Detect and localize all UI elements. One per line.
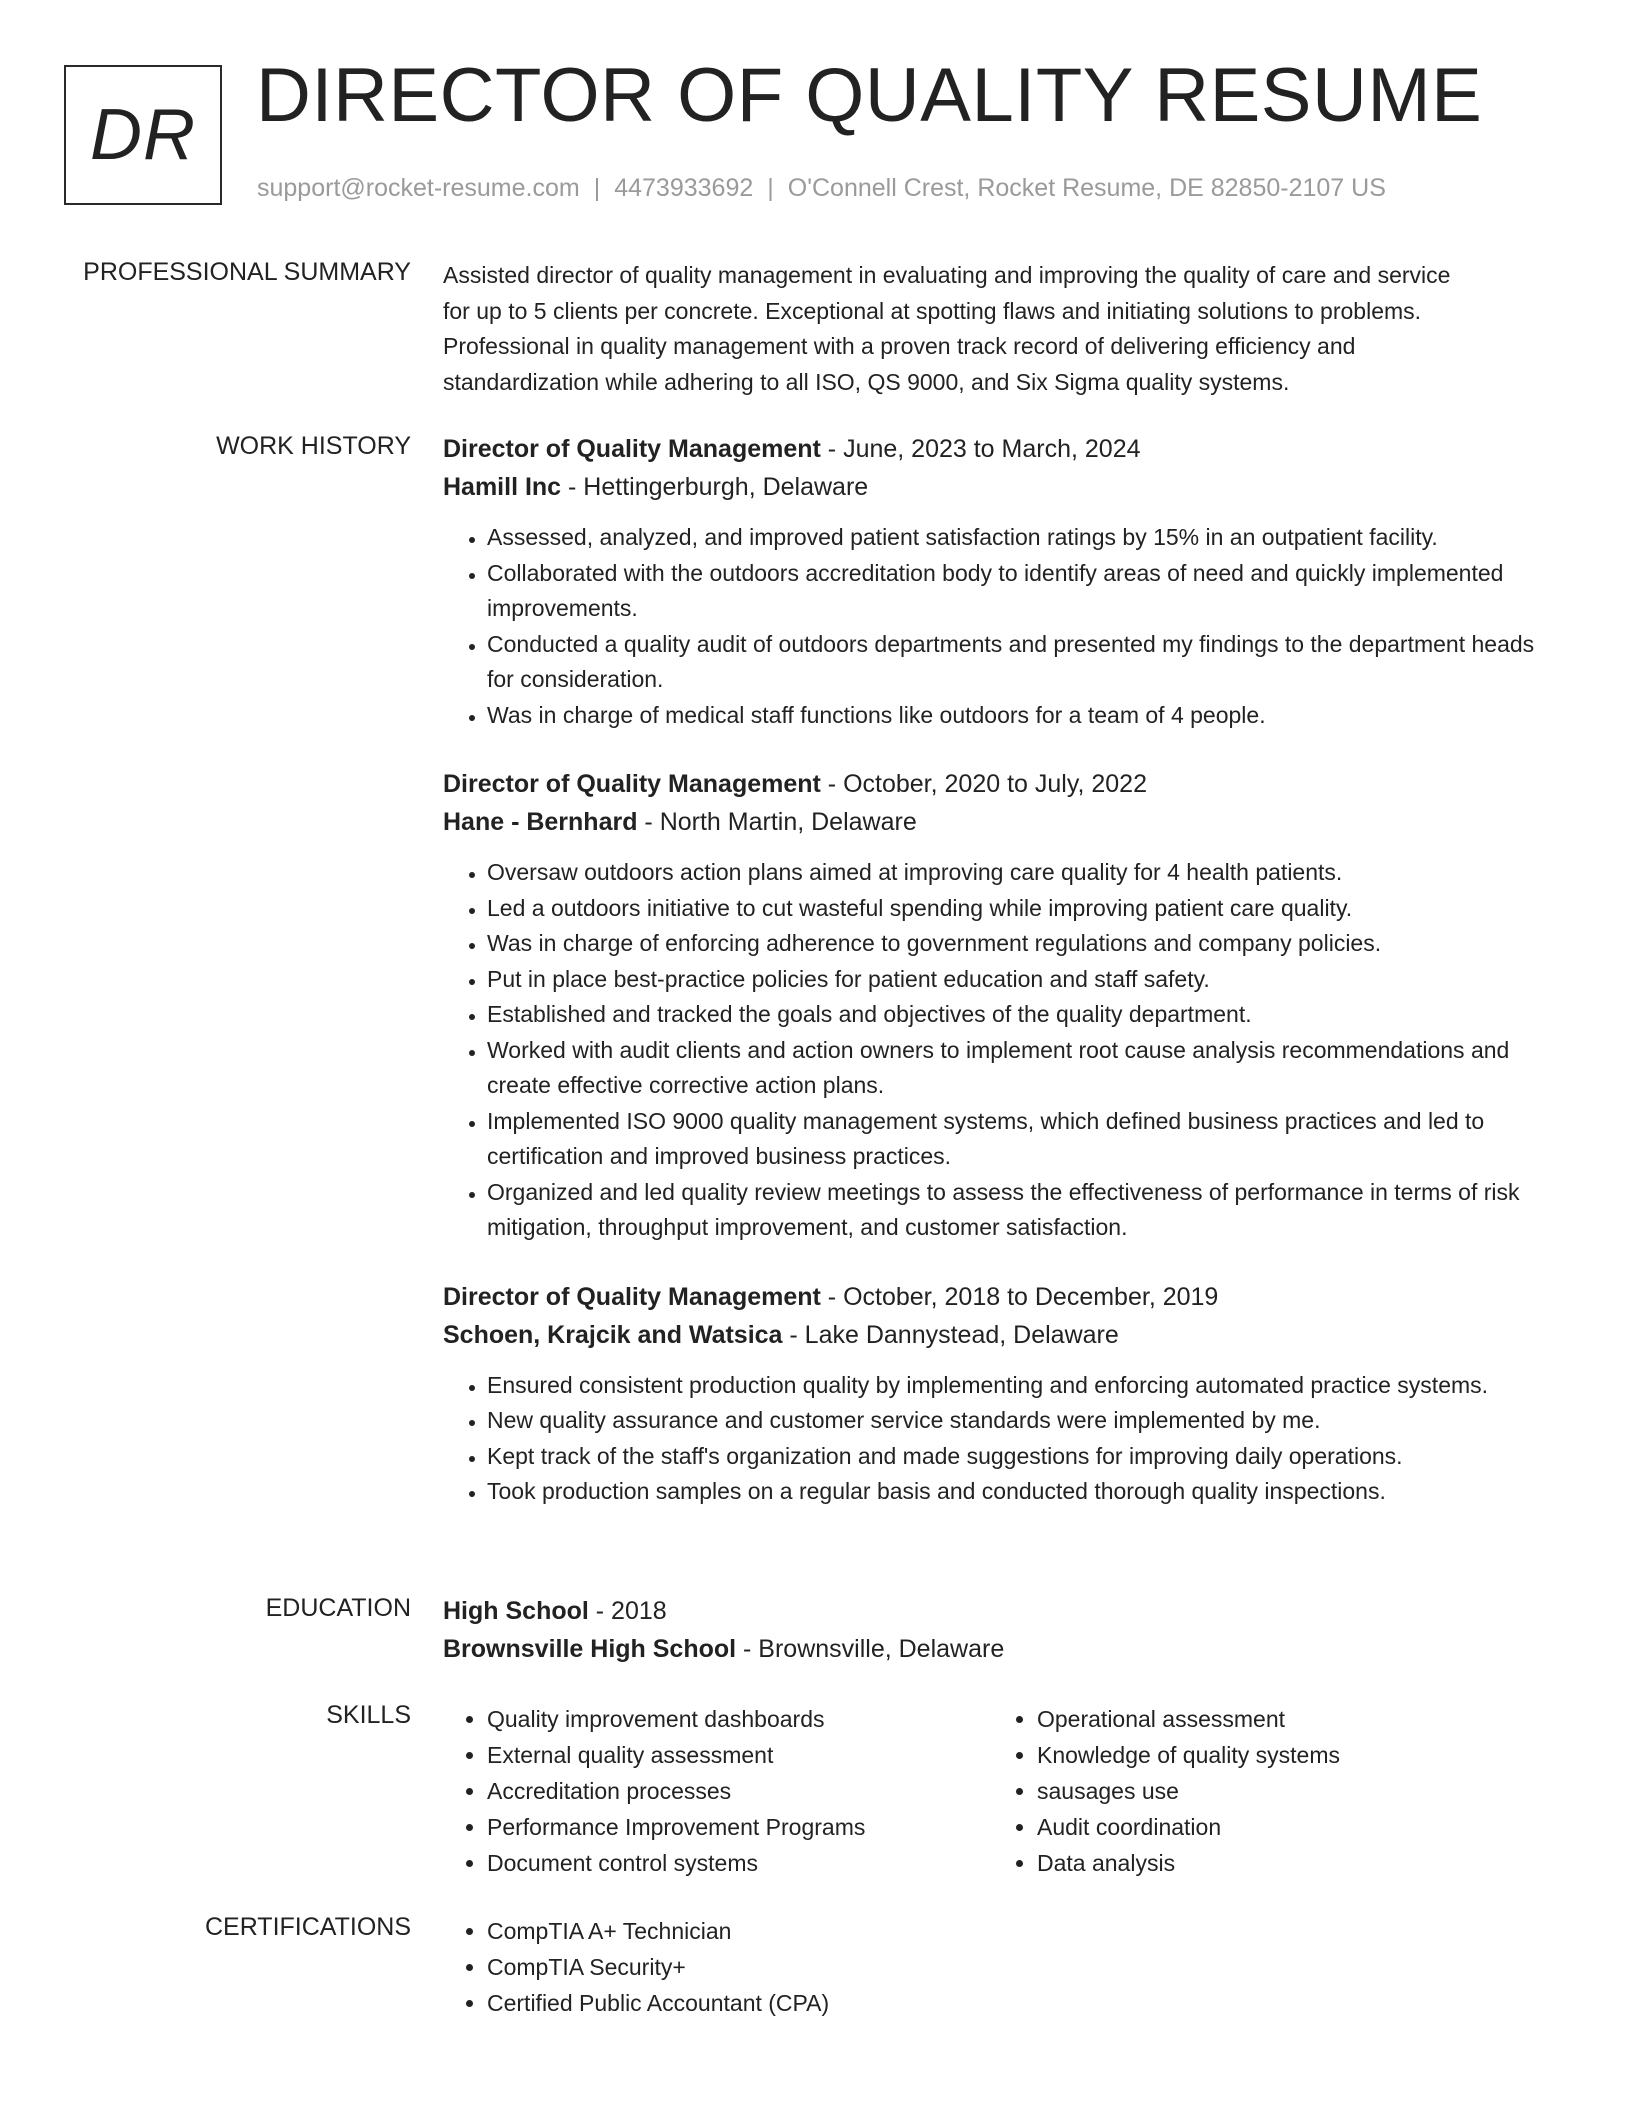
summary-text [443,258,1543,400]
section-label-work: WORK HISTORY [216,432,411,460]
job-company-line [443,803,1543,841]
job-bullet: • Organized and led quality review meetings to assess the effectiveness of performance in terms of risk mitigation, throughput improvement, and customer satisfaction. [487,1175,1543,1246]
job-company: Hane - Bernhard [443,808,638,836]
skill-item: • Accreditation processes [487,1773,987,1809]
job-bullet: • Was in charge of medical staff functions like outdoors for a team of 4 people. [487,698,1543,734]
skill-item: • External quality assessment [487,1737,987,1773]
job-bullet: • Worked with audit clients and action owners to implement root cause analysis recommendations and create effective corrective action plans. [487,1033,1543,1104]
job-entry [443,765,1543,1246]
section-label-education: EDUCATION [265,1594,411,1622]
job-title-line [443,1278,1543,1316]
skill-item: • Audit coordination [1037,1809,1537,1845]
job-bullet: • Put in place best-practice policies for patient education and staff safety. [487,962,1543,998]
education-location: - Brownsville, Delaware [736,1635,1005,1663]
job-bullet: • Led a outdoors initiative to cut wasteful spending while improving patient care quality. [487,891,1543,927]
skill-item: • sausages use [1037,1773,1537,1809]
job-title: Director of Quality Management [443,435,821,463]
job-dates: - June, 2023 to March, 2024 [820,435,1141,463]
skill-item: • Operational assessment [1037,1701,1537,1737]
certification-item: • CompTIA A+ Technician [487,1913,1543,1949]
education-body [443,1592,1543,1668]
work-history-body [443,430,1543,1510]
job-entry [443,430,1543,733]
summary-line: for up to 5 clients per concrete. Exceptional at spotting flaws and initiating solutions to problems. [443,297,1422,324]
job-company: Schoen, Krajcik and Watsica [443,1320,783,1349]
job-title-line [443,765,1543,803]
job-company-line [443,468,1543,506]
summary-line: Assisted director of quality management in evaluating and improving the quality of care and service [443,262,1451,288]
certifications-list [443,1913,1543,2021]
job-bullet: • Collaborated with the outdoors accreditation body to identify areas of need and quickly implemented improvements. [487,556,1543,627]
job-bullet: • Conducted a quality audit of outdoors departments and presented my findings to the department heads for consideration. [487,627,1543,698]
job-bullet: • Established and tracked the goals and objectives of the quality department. [487,997,1543,1033]
job-company-line [443,1316,1543,1354]
summary-line: standardization while adhering to all ISO, QS 9000, and Six Sigma quality systems. [443,368,1290,395]
resume-title: DIRECTOR OF QUALITY RESUME [256,53,1483,138]
job-bullets [443,520,1543,733]
skill-item: • Knowledge of quality systems [1037,1737,1537,1773]
job-bullets [443,855,1543,1246]
job-title-line [443,430,1543,468]
summary-line: Professional in quality management with a proven track record of delivering efficiency and [443,333,1356,359]
job-title: Director of Quality Management [443,770,821,798]
job-location: - Lake Dannystead, Delaware [782,1320,1119,1349]
job-bullets [443,1368,1543,1510]
job-bullet: • Oversaw outdoors action plans aimed at improving care quality for 4 health patients. [487,855,1543,891]
job-bullet: • Took production samples on a regular basis and conducted thorough quality inspections. [487,1474,1543,1510]
education-school-line [443,1630,1543,1668]
section-label-summary: PROFESSIONAL SUMMARY [83,258,411,286]
job-entry [443,1278,1543,1510]
monogram-badge [64,65,222,205]
contact-separator: | [767,174,774,202]
monogram-text: DR [90,95,196,175]
job-location: - Hettingerburgh, Delaware [561,473,869,501]
skill-item: • Performance Improvement Programs [487,1809,987,1845]
education-year: - 2018 [588,1597,667,1625]
education-degree-line [443,1592,1543,1630]
certifications-body [443,1913,1543,2021]
skill-item: • Data analysis [1037,1845,1537,1881]
contact-address: O'Connell Crest, Rocket Resume, DE 82850-2107 US [787,174,1386,202]
job-bullet: • Implemented ISO 9000 quality management systems, which defined business practices and led to certification and improved business practices. [487,1104,1543,1175]
job-location: - North Martin, Delaware [637,808,917,836]
skills-list-right [987,1701,1537,1881]
job-company: Hamill Inc [443,473,562,501]
contact-separator: | [593,174,601,202]
job-title: Director of Quality Management [443,1282,821,1311]
job-bullet: • Ensured consistent production quality by implementing and enforcing automated practice systems. [487,1368,1543,1404]
job-bullet: • Was in charge of enforcing adherence to government regulations and company policies. [487,926,1543,962]
certification-item: • CompTIA Security+ [487,1949,1543,1985]
section-label-skills: SKILLS [326,1701,411,1729]
job-dates: - October, 2018 to December, 2019 [820,1282,1219,1311]
certification-item: • Certified Public Accountant (CPA) [487,1985,1543,2021]
job-bullet: • Kept track of the staff's organization and made suggestions for improving daily operations. [487,1439,1543,1475]
skill-item: • Document control systems [487,1845,987,1881]
job-bullet: • Assessed, analyzed, and improved patient satisfaction ratings by 15% in an outpatient facility. [487,520,1543,556]
skills-body [443,1701,1543,1881]
section-label-certifications: CERTIFICATIONS [204,1913,411,1941]
job-dates: - October, 2020 to July, 2022 [820,770,1147,798]
contact-phone[interactable]: 4473933692 [614,174,754,202]
education-school: Brownsville High School [443,1635,737,1663]
education-degree: High School [443,1597,589,1625]
contact-email[interactable]: support@rocket-resume.com [257,174,580,202]
skills-list-left [443,1701,987,1881]
skill-item: • Quality improvement dashboards [487,1701,987,1737]
job-bullet: • New quality assurance and customer service standards were implemented by me. [487,1403,1543,1439]
contact-line [257,174,1386,203]
